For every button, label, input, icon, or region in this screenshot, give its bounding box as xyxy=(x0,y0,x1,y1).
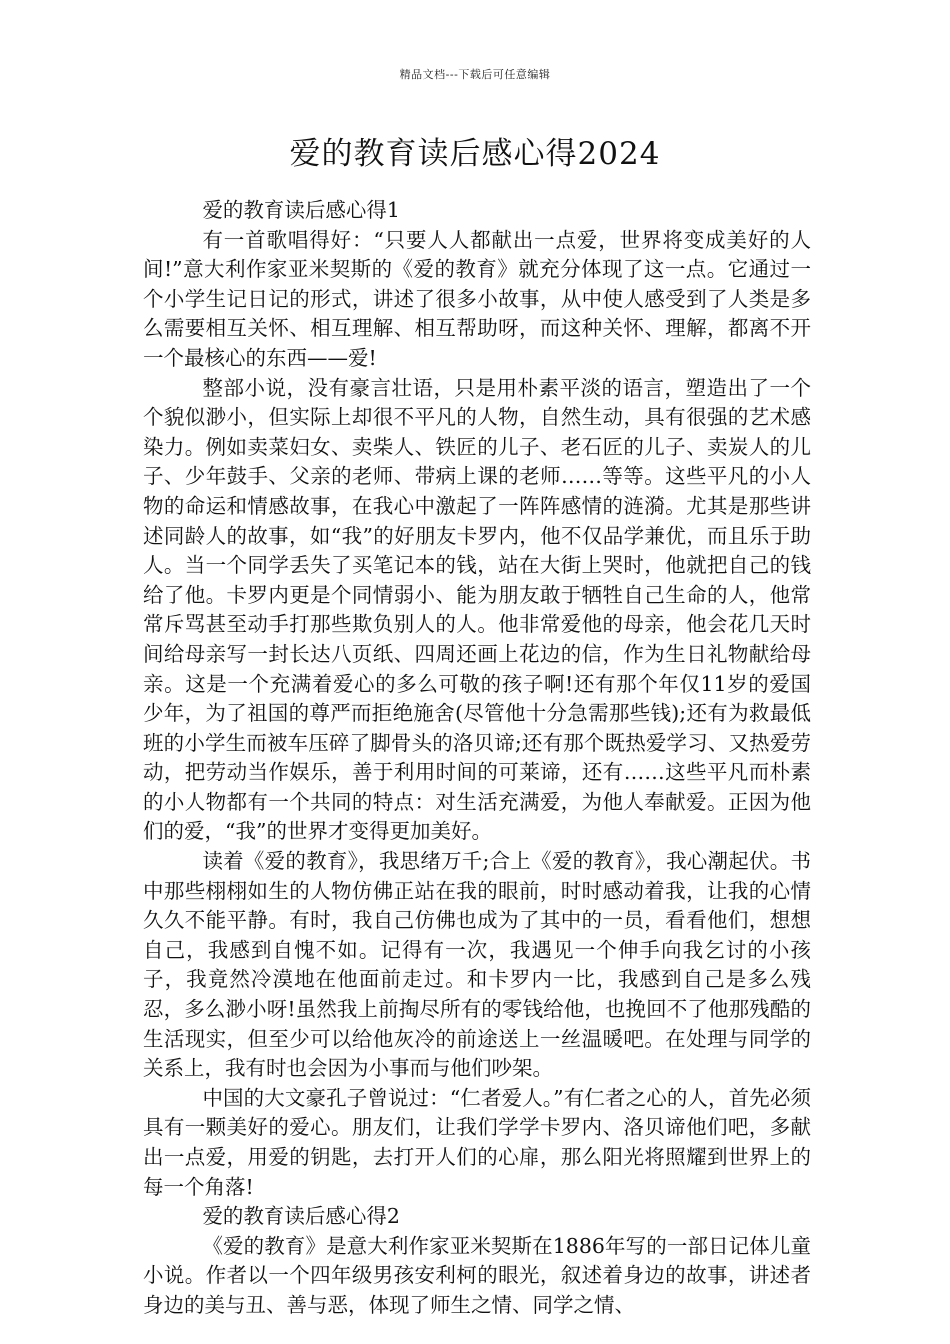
body-paragraph: 《爱的教育》是意大利作家亚米契斯在1886年写的一部日记体儿童小说。作者以一个四年级男孩安利柯的眼光，叙述着身边的故事，讲述者身边的美与丑、善与恶，体现了师生之情、同学之情、 xyxy=(143,1233,811,1317)
body-paragraph: 中国的大文豪孔子曾说过：“仁者爱人。”有仁者之心的人，首先必须具有一颗美好的爱心。朋友们，让我们学学卡罗内、洛贝谛他们吧，多献出一点爱，用爱的钥匙，去打开人们的心扉，那么阳光将照耀到世界上的每一个角落! xyxy=(143,1085,811,1199)
section-heading: 爱的教育读后感心得2 xyxy=(202,1204,400,1229)
document-title: 爱的教育读后感心得2024 xyxy=(289,136,661,172)
body-paragraph: 有一首歌唱得好：“只要人人都献出一点爱，世界将变成美好的人间!”意大利作家亚米契斯的《爱的教育》就充分体现了这一点。它通过一个小学生记日记的形式，讲述了很多小故事，从中使人感受到了人类是多么需要相互关怀、相互理解、相互帮助呀，而这种关怀、理解，都离不开一个最核心的东西——爱! xyxy=(143,227,811,370)
header-note: 精品文档---下载后可任意编辑 xyxy=(399,68,551,81)
body-paragraph: 整部小说，没有豪言壮语，只是用朴素平淡的语言，塑造出了一个个貌似渺小，但实际上却很不平凡的人物，自然生动，具有很强的艺术感染力。例如卖菜妇女、卖柴人、铁匠的儿子、老石匠的儿子、卖炭人的儿子、少年鼓手、父亲的老师、带病上课的老师……等等。这些平凡的小人物的命运和情感故事，在我心中激起了一阵阵感情的涟漪。尤其是那些讲述同龄人的故事，如“我”的好朋友卡罗内，他不仅品学兼优，而且乐于助人。当一个同学丢失了买笔记本的钱，站在大街上哭时，他就把自己的钱给了他。卡罗内更是个同情弱小、能为朋友敢于牺牲自己生命的人，他常常斥骂甚至动手打那些欺负别人的人。他非常爱他的母亲，他会花几天时间给母亲写一封长达八页纸、四周还画上花边的信，作为生日礼物献给母亲。这是一个充满着爱心的多么可敬的孩子啊!还有那个年仅11岁的爱国少年，为了祖国的尊严而拒绝施舍(尽管他十分急需那些钱);还有为救最低班的小学生而被车压碎了脚骨头的洛贝谛;还有那个既热爱学习、又热爱劳动，把劳动当作娱乐，善于利用时间的可莱谛，还有……这些平凡而朴素的小人物都有一个共同的特点：对生活充满爱，为他人奉献爱。正因为他们的爱，“我”的世界才变得更加美好。 xyxy=(143,375,811,844)
body-paragraph: 读着《爱的教育》，我思绪万千;合上《爱的教育》，我心潮起伏。书中那些栩栩如生的人物仿佛正站在我的眼前，时时感动着我，让我的心情久久不能平静。有时，我自己仿佛也成为了其中的一员，看看他们，想想自己，我感到自愧不如。记得有一次，我遇见一个伸手向我乞讨的小孩子，我竟然冷漠地在他面前走过。和卡罗内一比，我感到自己是多么残忍，多么渺小呀!虽然我上前掏尽所有的零钱给他，也挽回不了他那残酷的生活现实，但至少可以给他灰冷的前途送上一丝温暖吧。在处理与同学的关系上，我有时也会因为小事而与他们吵架。 xyxy=(143,849,811,1081)
section-heading: 爱的教育读后感心得1 xyxy=(202,198,400,222)
document-body xyxy=(143,196,811,1321)
